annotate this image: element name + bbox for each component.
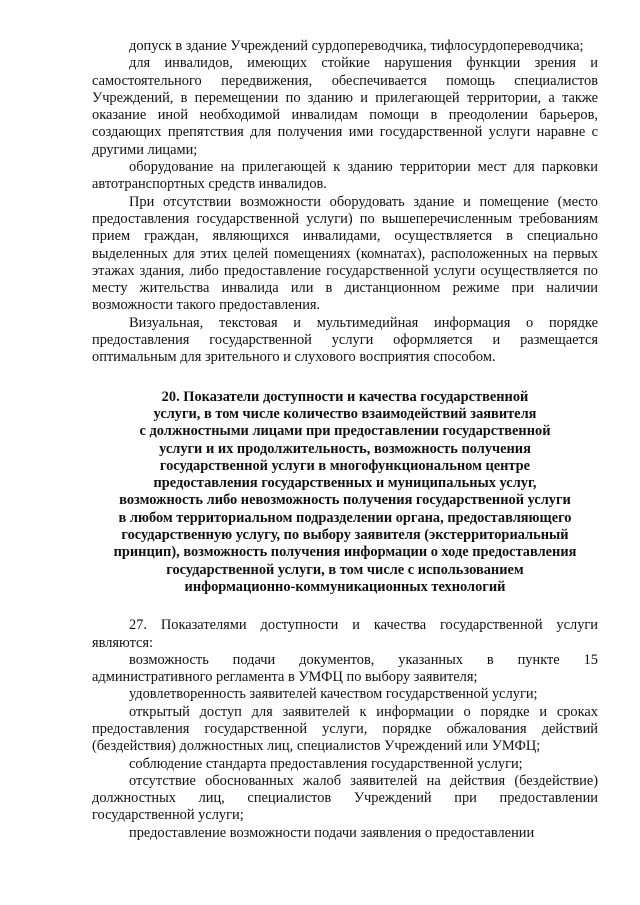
heading-line: услуги и их продолжительность, возможность получения [159, 440, 531, 457]
paragraph: удовлетворенность заявителей качеством государственной услуги; [129, 686, 538, 703]
heading-line: 20. Показатели доступности и качества государственной [161, 388, 529, 405]
heading-line: предоставления государственных и муниципальных услуг, [153, 475, 537, 492]
heading-line: услуги, в том числе количество взаимодействий заявителя [153, 405, 537, 422]
heading-line: государственную услугу, по выбору заявителя (экстерриториальный [121, 527, 569, 544]
paragraph: предоставление возможности подачи заявления о предоставлении [129, 824, 535, 841]
paragraph: отсутствие обоснованных жалоб заявителей на действия (бездействие) должностных лиц, специалистов Учреждений при предоставлении государственной услуги; [92, 772, 598, 824]
paragraph: Визуальная, текстовая и мультимедийная информация о порядке предоставления государственной услуги оформляется и размещается оптимальным для зрительного и слухового восприятия способом. [92, 314, 598, 366]
top-section [92, 38, 598, 367]
section-heading [92, 389, 598, 597]
paragraph: оборудование на прилегающей к зданию территории мест для парковки автотранспортных средств инвалидов. [92, 159, 598, 193]
paragraph: 27. Показателями доступности и качества государственной услуги являются: [92, 617, 598, 651]
heading-line: принцип), возможность получения информации о ходе предоставления [113, 544, 577, 561]
heading-line: возможность либо невозможность получения государственной услуги [119, 492, 571, 509]
paragraph: открытый доступ для заявителей к информации о порядке и сроках предоставления государственной услуги, порядке обжалования действий (бездействия) должностных лиц, специалистов Учреждений или УМФЦ; [92, 703, 598, 755]
paragraph: допуск в здание Учреждений сурдопереводчика, тифлосурдопереводчика; [129, 38, 584, 54]
paragraph: возможность подачи документов, указанных в пункте 15 административного регламента в УМФЦ по выбору заявителя; [92, 651, 598, 686]
paragraph: При отсутствии возможности оборудовать здание и помещение (место предоставления государственной услуги) по вышеперечисленным требованиям прием граждан, являющихся инвалидами, осуществляется в специально выделенных для этих целей помещениях (комнатах), расположенных на первых этажах здания, либо предоставление государственной услуги осуществляется по месту жительства инвалида или в дистанционном режиме при наличии возможности такого предоставления. [92, 193, 598, 314]
heading-line: с должностными лицами при предоставлении государственной [139, 423, 551, 440]
document-page [92, 38, 598, 842]
bottom-section [92, 617, 598, 842]
paragraph: соблюдение стандарта предоставления государственной услуги; [129, 755, 523, 772]
heading-line: государственной услуги в многофункциональном центре [159, 457, 531, 474]
paragraph: для инвалидов, имеющих стойкие нарушения функции зрения и самостоятельного передвижения, обеспечивается помощь специалистов Учреждений, в перемещении по зданию и прилегающей территории, а также оказание иной необходимой инвалидам помощи в преодолении барьеров, создающих препятствия для получения ими государственной услуги наравне с другими лицами; [92, 55, 598, 158]
heading-line: информационно-коммуникационных технологий [184, 578, 506, 595]
heading-line: в любом территориальном подразделении органа, предоставляющего [118, 509, 572, 526]
heading-line: государственной услуги, в том числе с использованием [166, 561, 524, 578]
